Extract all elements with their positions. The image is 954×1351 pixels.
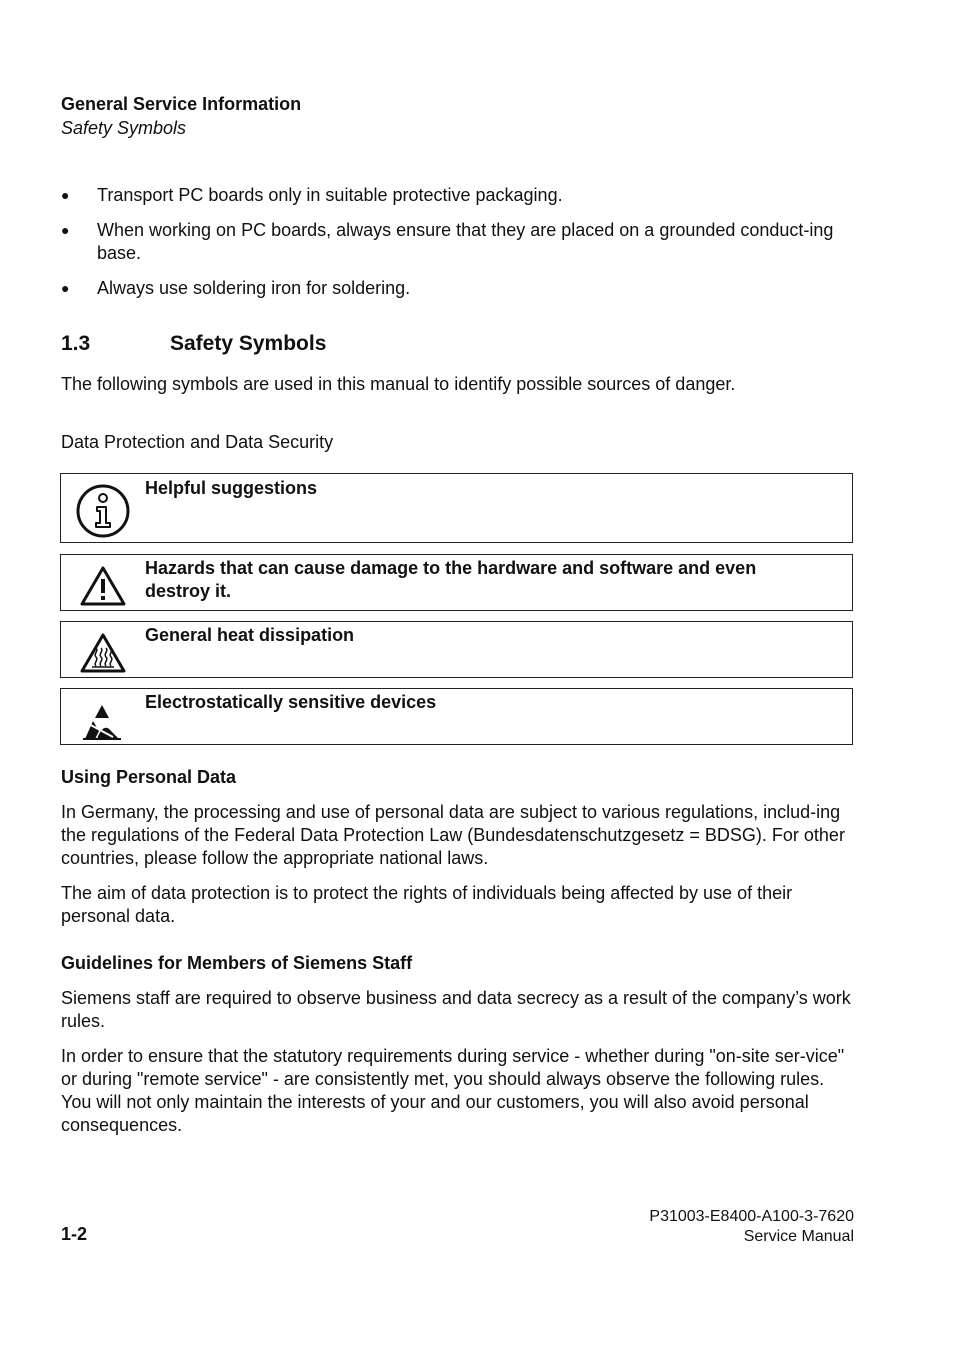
running-header-title: General Service Information	[61, 94, 302, 114]
guidelines-para-2: In order to ensure that the statutory requirements during service - whether during "on-site ser-vice" or during "remote service" - are consistently met, you should always observe the following rules. You will not only maintain the interests of your and our customers, you will also avoid personal consequences.	[61, 1046, 845, 1135]
symbol-row-heat	[60, 621, 853, 678]
bullet-list	[61, 184, 861, 312]
heat-icon	[79, 632, 127, 679]
list-item	[61, 277, 861, 300]
bullet-icon: ●	[61, 187, 70, 203]
personal-data-para-2: The aim of data protection is to protect the rights of individuals being affected by use of their personal data.	[61, 883, 793, 926]
bullet-icon: ●	[61, 280, 70, 296]
running-header-subtitle: Safety Symbols	[61, 118, 187, 138]
section-number: 1.3	[61, 332, 91, 355]
page-number: 1-2	[61, 1224, 88, 1244]
info-icon	[75, 483, 131, 544]
symbol-label: Hazards that can cause damage to the hardware and software and even destroy it.	[145, 558, 757, 601]
bullet-text: Transport PC boards only in suitable protective packaging.	[97, 185, 563, 205]
section-caption: Data Protection and Data Security	[61, 432, 334, 452]
doc-type: Service Manual	[743, 1228, 854, 1245]
bullet-icon: ●	[61, 222, 70, 238]
symbol-row-esd	[60, 688, 853, 745]
list-item	[61, 219, 861, 265]
symbol-label: General heat dissipation	[145, 625, 355, 645]
list-item	[61, 184, 861, 207]
section-title: Safety Symbols	[170, 332, 327, 355]
esd-icon	[81, 703, 123, 748]
doc-number: P31003-E8400-A100-3-7620	[649, 1208, 854, 1225]
section-intro: The following symbols are used in this manual to identify possible sources of danger.	[61, 374, 736, 394]
personal-data-para-1: In Germany, the processing and use of personal data are subject to various regulations, includ-ing the regulations of the Federal Data Protection Law (Bundesdatenschutzgesetz = BDSG). For other countries, please follow the appropriate national laws.	[61, 802, 845, 868]
warning-icon	[79, 565, 127, 612]
guidelines-heading: Guidelines for Members of Siemens Staff	[61, 953, 413, 973]
symbol-label: Electrostatically sensitive devices	[145, 692, 437, 712]
bullet-text: When working on PC boards, always ensure that they are placed on a grounded conduct-ing base.	[97, 220, 834, 263]
footer-doc-info	[649, 1207, 854, 1247]
guidelines-para-1: Siemens staff are required to observe business and data secrecy as a result of the company’s work rules.	[61, 988, 851, 1031]
bullet-text: Always use soldering iron for soldering.	[97, 278, 411, 298]
symbol-row-helpful	[60, 473, 853, 543]
symbol-row-hazard	[60, 554, 853, 611]
personal-data-heading: Using Personal Data	[61, 767, 237, 787]
symbol-label: Helpful suggestions	[145, 478, 318, 498]
